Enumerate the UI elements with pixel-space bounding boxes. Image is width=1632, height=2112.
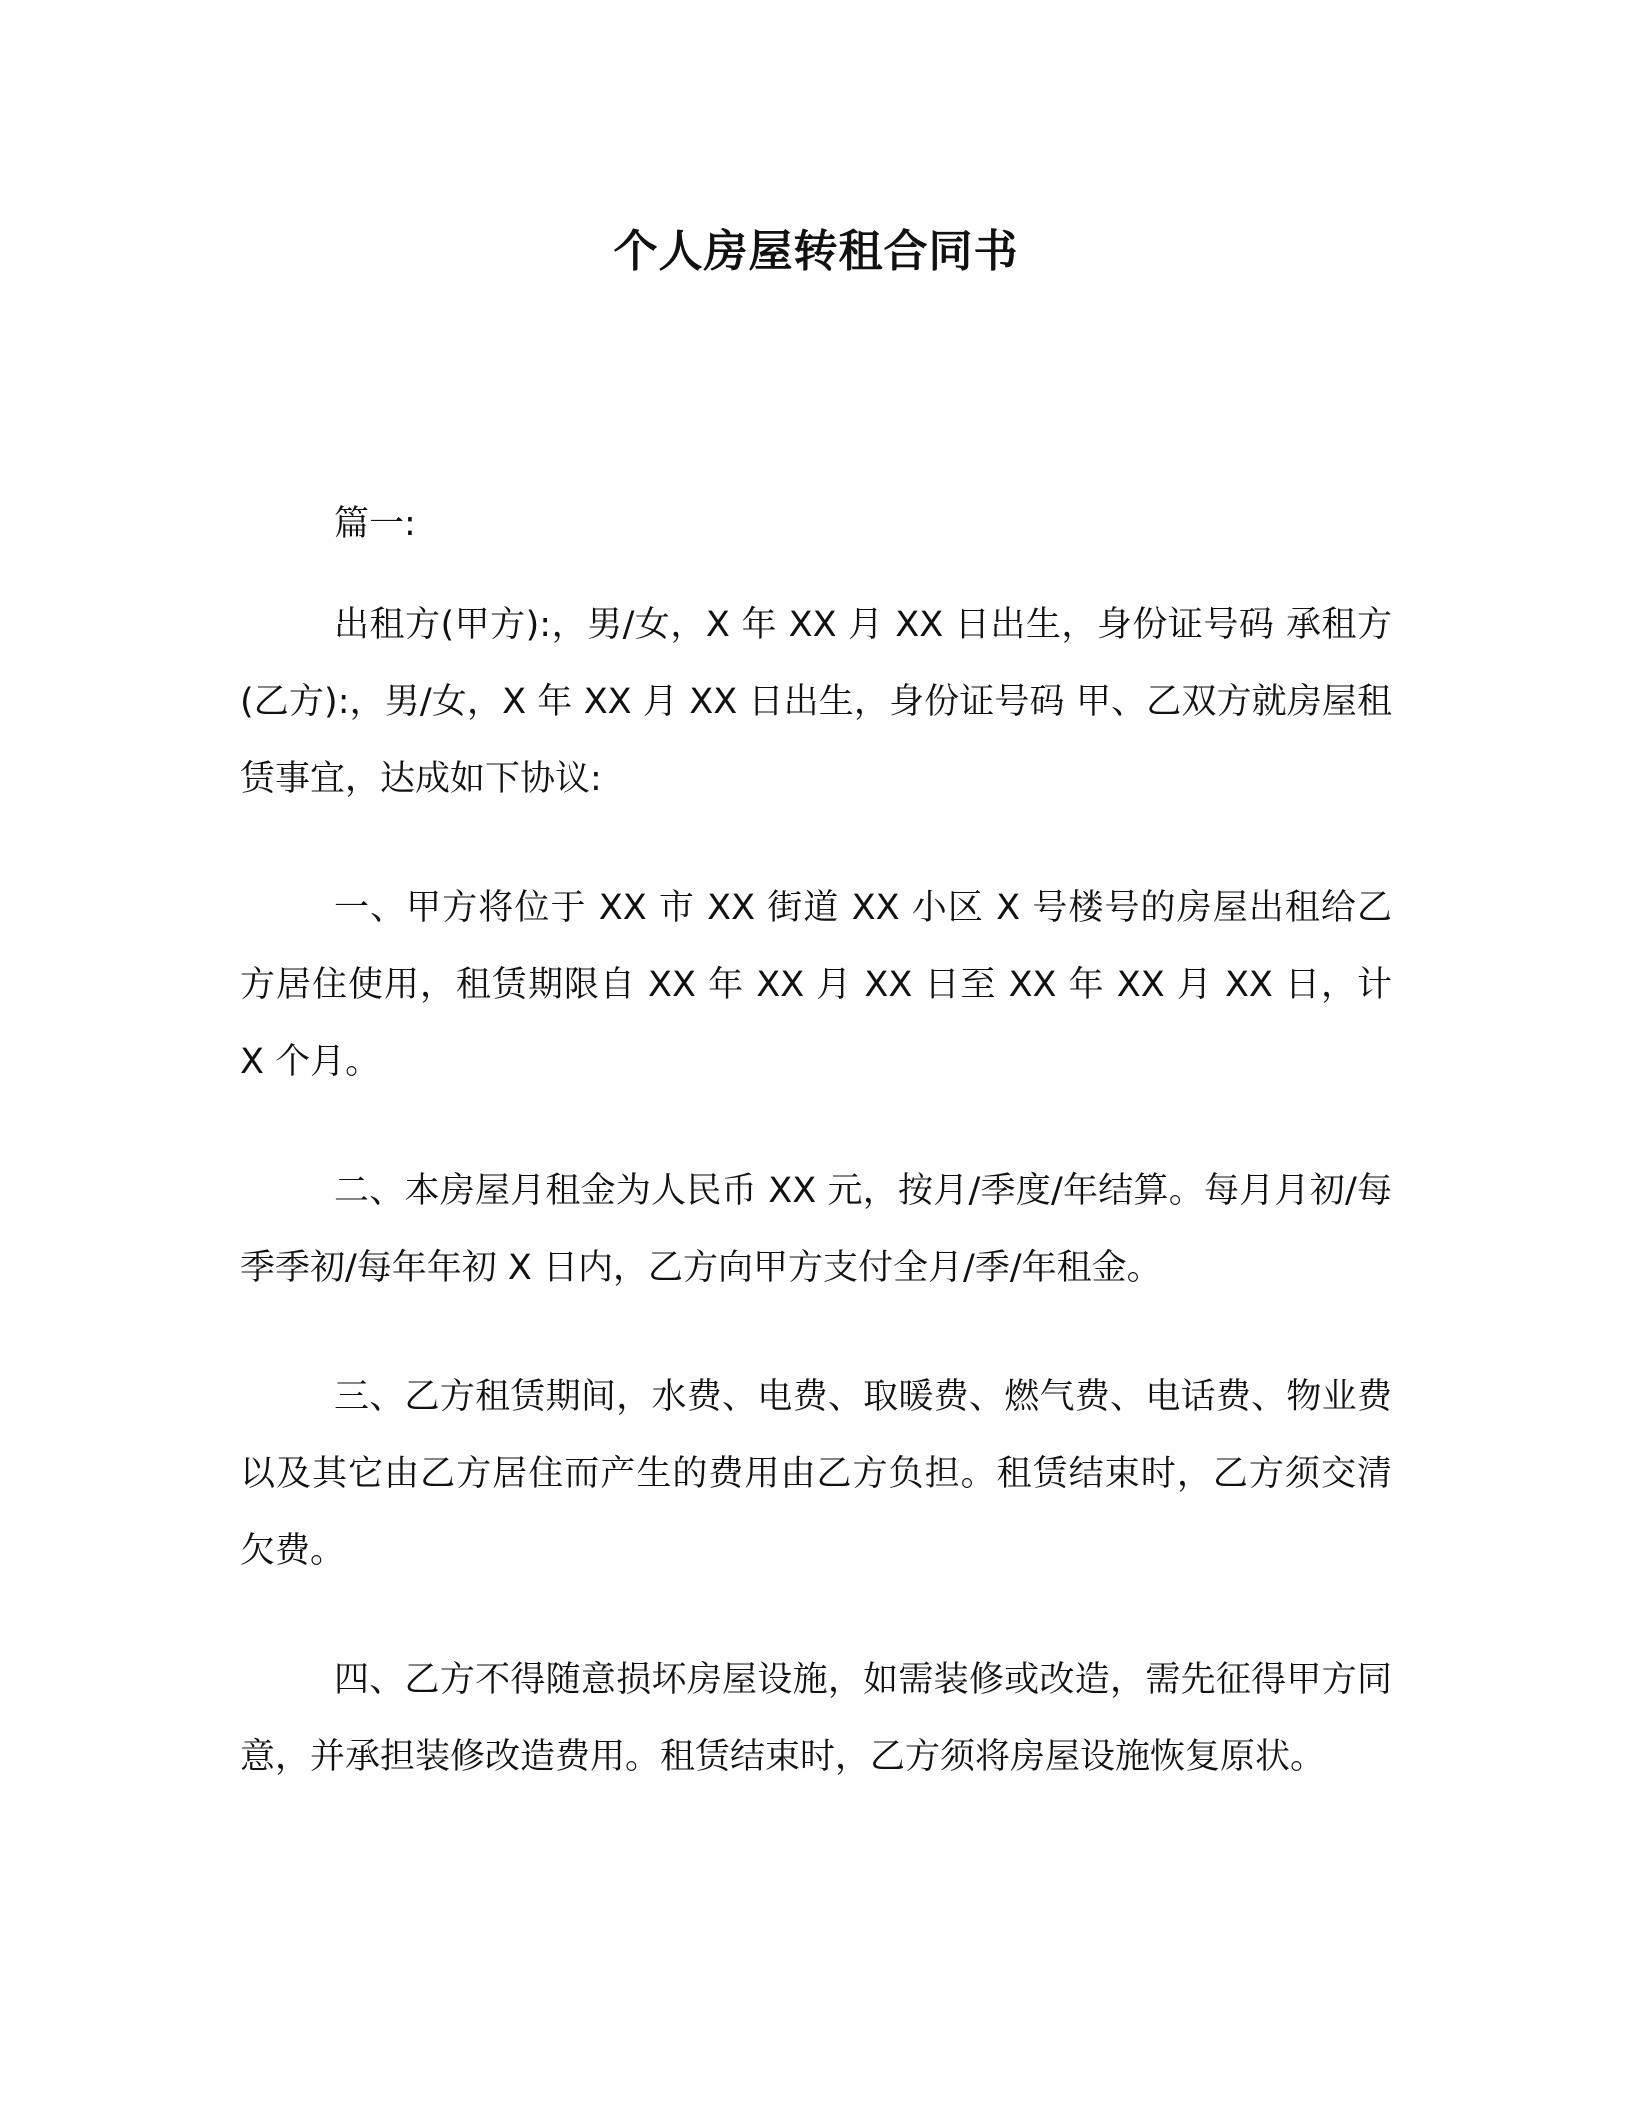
- paragraph-parties: 出租方(甲方):，男/女，X 年 XX 月 XX 日出生，身份证号码 承租方(乙方):，男/女，X 年 XX 月 XX 日出生，身份证号码 甲、乙双方就房屋租赁事宜，达成如下协议:: [240, 605, 1392, 799]
- paragraph-clause-1: 一、甲方将位于 XX 市 XX 街道 XX 小区 X 号楼号的房屋出租给乙方居住使用，租赁期限自 XX 年 XX 月 XX 日至 XX 年 XX 月 XX 日，计 X 个月。: [240, 888, 1392, 1082]
- document-body: [240, 486, 1392, 1848]
- section-label: 篇一:: [334, 504, 416, 544]
- paragraph-clause-3: 三、乙方租赁期间，水费、电费、取暖费、燃气费、电话费、物业费以及其它由乙方居住而产生的费用由乙方负担。租赁结束时，乙方须交清欠费。: [240, 1377, 1392, 1571]
- paragraph-clause-4: 四、乙方不得随意损坏房屋设施，如需装修或改造，需先征得甲方同意，并承担装修改造费用。租赁结束时，乙方须将房屋设施恢复原状。: [240, 1660, 1392, 1777]
- paragraph-clause-2: 二、本房屋月租金为人民币 XX 元，按月/季度/年结算。每月月初/每季季初/每年年初 X 日内，乙方向甲方支付全月/季/年租金。: [240, 1171, 1392, 1288]
- document-title: 个人房屋转租合同书: [613, 226, 1019, 277]
